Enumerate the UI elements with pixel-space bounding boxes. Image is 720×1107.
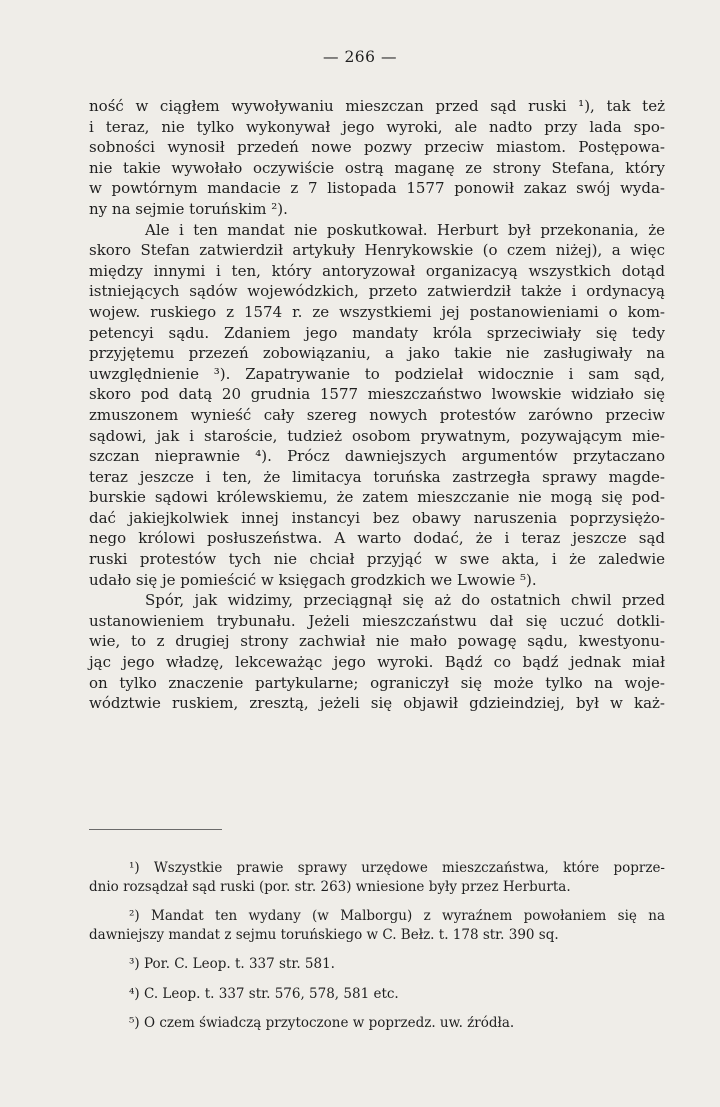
text-line: ruski protestów tych nie chciał przyjąć w swe akta, i że zaledwie	[89, 550, 665, 569]
footnote-line	[89, 985, 665, 1004]
text-line: burskie sądowi królewskiemu, że zatem mieszczanie nie mogą się pod-	[89, 488, 665, 507]
text-line: i teraz, nie tylko wykonywał jego wyroki, ale nadto przy lada spo-	[89, 117, 665, 136]
text-line: sądowi, jak i staroście, tudzież osobom prywatnym, pozywającym mie-	[89, 426, 665, 445]
text-line: Spór, jak widzimy, przeciągnął się aż do ostatnich chwil przed	[145, 591, 665, 610]
text-line: petencyi sądu. Zdaniem jego mandaty króla sprzeciwiały się tedy	[89, 323, 665, 342]
footnote-line: dawniejszy mandat z sejmu toruńskiego w C. Bełz. t. 178 str. 390 sq.	[89, 926, 559, 943]
text-line: teraz jeszcze i ten, że limitacya toruńska zastrzegła sprawy magde-	[89, 467, 665, 486]
text-line: ność w ciągłem wywoływaniu mieszczan przed sąd ruski ¹), tak też	[89, 97, 665, 115]
paragraph-2	[89, 220, 665, 591]
footnote-line	[89, 1014, 665, 1033]
text-line: dać jakiejkolwiek innej instancyi bez obawy naruszenia poprzysiężo-	[89, 508, 665, 527]
text-line: jąc jego władzę, lekceważąc jego wyroki. Bądź co bądź jednak miał	[89, 653, 665, 672]
text-line: szczan nieprawnie ⁴). Prócz dawniejszych argumentów przytaczano	[89, 447, 665, 466]
text-line: zmuszonem wynieść cały szereg nowych protestów zarówno przeciw	[89, 405, 665, 424]
text-line: w powtórnym mandacie z 7 listopada 1577 ponowił zakaz swój wyda-	[89, 179, 665, 198]
main-text	[89, 96, 665, 714]
footnote-line	[89, 907, 665, 926]
text-line: przyjętemu przezeń zobowiązaniu, a jako takie nie zasługiwały na	[89, 344, 665, 363]
text-line: skoro pod datą 20 grudnia 1577 mieszczaństwo lwowskie widziało się	[89, 385, 665, 404]
footnote-separator	[89, 829, 222, 830]
text-line: skoro Stefan zatwierdził artykuły Henrykowskie (o czem niżej), a więc	[89, 241, 665, 260]
text-line: udało się je pomieścić w księgach grodzkich we Lwowie ⁵).	[89, 570, 537, 589]
footnote-line	[89, 955, 665, 974]
footnote-text: Por. C. Leop. t. 337 str. 581.	[143, 956, 335, 972]
footnote-2	[89, 907, 665, 944]
text-line: on tylko znaczenie partykularne; ograniczył się może tylko na woje-	[89, 673, 665, 692]
text-line: sobności wynosił przedeń nowe pozwy przeciw miastom. Postępowa-	[89, 138, 665, 157]
footnote-mark: ¹)	[129, 860, 140, 876]
footnote-text: C. Leop. t. 337 str. 576, 578, 581 etc.	[143, 985, 399, 1002]
text-line: ustanowieniem trybunału. Jeżeli mieszczaństwu dał się uczuć dotkli-	[89, 611, 665, 630]
footnote-line	[89, 859, 665, 878]
footnote-text: O czem świadczą przytoczone w poprzedz. uw. źródła.	[143, 1015, 515, 1031]
text-line: Ale i ten mandat nie poskutkował. Herburt był przekonania, że	[145, 220, 665, 239]
footnote-5	[89, 1014, 665, 1033]
footnote-1	[89, 859, 665, 896]
footnote-3	[89, 955, 665, 974]
text-line: uwzględnienie ³). Zapatrywanie to podzielał widocznie i sam sąd,	[89, 364, 665, 383]
page-number: — 266 —	[323, 48, 397, 66]
footnote-4	[89, 985, 665, 1004]
footnote-mark: ³)	[129, 956, 140, 972]
text-line: wojew. ruskiego z 1574 r. ze wszystkiemi jej postanowieniami o kom-	[89, 302, 665, 321]
footnote-line: dnio rozsądzał sąd ruski (por. str. 263) wniesione były przez Herburta.	[89, 878, 571, 895]
text-line: istniejących sądów wojewódzkich, przeto zatwierdził także i ordynacyą	[89, 282, 665, 301]
paragraph-1	[89, 96, 665, 220]
text-line: wie, to z drugiej strony zachwiał nie mało powagę sądu, kwestyonu-	[89, 632, 665, 651]
footnote-text: Wszystkie prawie sprawy urzędowe mieszczaństwa, które poprze-	[153, 860, 665, 876]
footnote-mark: ⁴)	[129, 985, 140, 1002]
paragraph-3	[89, 590, 665, 714]
text-line: nego królowi posłuszeństwa. A warto dodać, że i teraz jeszcze sąd	[89, 529, 665, 548]
footnote-mark: ⁵)	[129, 1015, 140, 1031]
footnote-mark: ²)	[129, 908, 140, 924]
text-line: nie takie wywołało oczywiście ostrą maganę ze strony Stefana, który	[89, 158, 665, 177]
text-line: ny na sejmie toruńskim ²).	[89, 199, 288, 218]
footnotes	[89, 859, 665, 1044]
text-line: między innymi i ten, który antoryzował organizacyą wszystkich dotąd	[89, 261, 665, 280]
text-line: wództwie ruskiem, zresztą, jeżeli się objawił gdzieindziej, był w każ-	[89, 694, 665, 713]
footnote-text: Mandat ten wydany (w Malborgu) z wyraźnem powołaniem się na	[151, 908, 665, 924]
